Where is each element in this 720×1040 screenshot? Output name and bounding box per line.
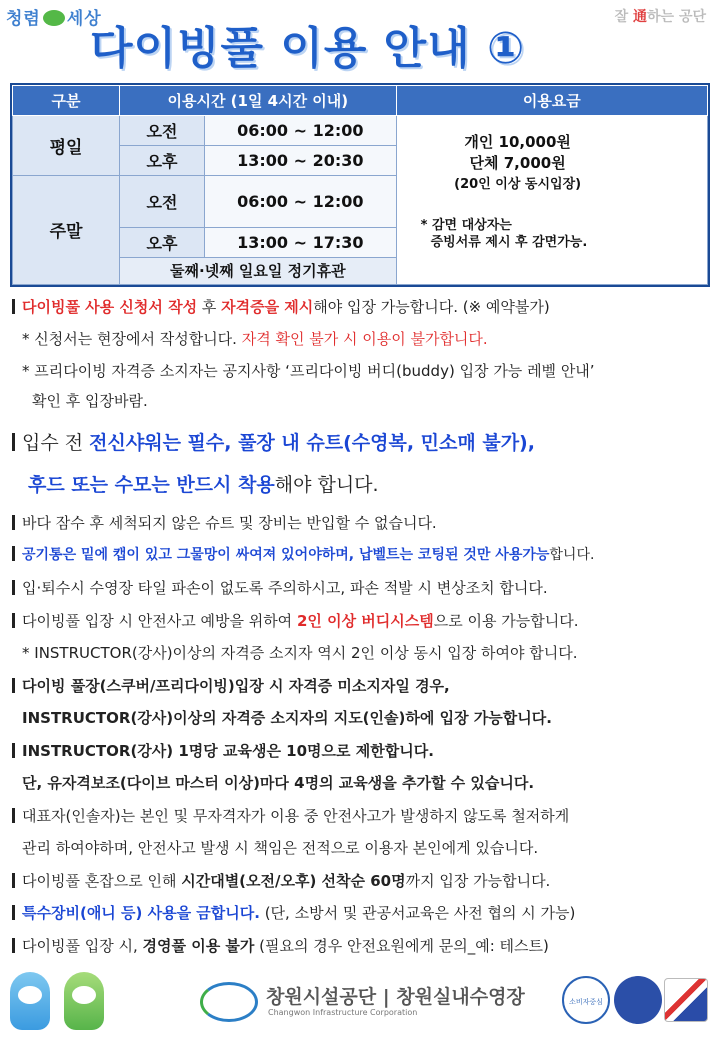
period-am: 오전 (120, 116, 205, 146)
fee-cell (396, 116, 707, 285)
page-footer (0, 968, 720, 1040)
brand-slogan-right: 세상 (66, 9, 102, 29)
list-item: 다이빙풀 혼잡으로 인해 시간대별(오전/오후) 선착순 60명까지 입장 가능합니다. (12, 870, 550, 891)
list-item: 다이빙풀 입장 시, 경영풀 이용 불가 (필요의 경우 안전요원에게 문의_예: 테스트) (12, 935, 549, 956)
list-item: * 신청서는 현장에서 작성합니다. 자격 확인 불가 시 이용이 불가합니다. (22, 330, 488, 348)
header-fee: 이용요금 (396, 86, 707, 116)
award-badge-icon (664, 978, 708, 1022)
bullet-bar-icon (12, 546, 15, 561)
list-item: 다이빙 풀장(스쿠버/프리다이빙)입장 시 자격증 미소지자일 경우, (12, 675, 450, 696)
time-range: 13:00 ~ 17:30 (205, 227, 397, 257)
header-time: 이용시간 (1일 4시간 이내) (120, 86, 397, 116)
bullet-bar-icon (12, 613, 15, 628)
group-weekend: 주말 (13, 175, 120, 284)
bullet-bar-icon (12, 743, 15, 758)
period-pm: 오후 (120, 145, 205, 175)
list-item: 다이빙풀 사용 신청서 작성 후 자격증을 제시해야 입장 가능합니다. (※ 예약불가) (12, 296, 550, 317)
list-item: 공기통은 밑에 캡이 있고 그물망이 싸여져 있어야하며, 납벨트는 코팅된 것만 사용가능합니다. (12, 544, 594, 564)
mascot-icon (10, 972, 50, 1030)
bullet-bar-icon (12, 938, 15, 953)
table-header-row (13, 86, 708, 116)
group-weekday: 평일 (13, 116, 120, 176)
list-item: * 프리다이빙 자격증 소지자는 공지사항 ‘프리다이빙 버디(buddy) 입장 가능 레벨 안내’ (22, 362, 595, 380)
bullet-bar-icon (12, 905, 15, 920)
bullet-bar-icon (12, 808, 15, 823)
header-category: 구분 (13, 86, 120, 116)
consumer-centered-badge-icon: 소비자중심 (562, 976, 610, 1024)
list-item: 대표자(인솔자)는 본인 및 무자격자가 이용 중 안전사고가 발생하지 않도록 철저하게 (12, 805, 569, 826)
list-item: 확인 후 입장바람. (32, 392, 148, 410)
bullet-bar-icon (12, 580, 15, 595)
holiday-notice: 둘째·넷째 일요일 정기휴관 (120, 257, 397, 284)
brand-slogan-left: 청렴 (6, 9, 41, 29)
bullet-bar-icon (12, 873, 15, 888)
page-header (0, 0, 720, 76)
list-item: 입·퇴수시 수영장 타일 파손이 없도록 주의하시고, 파손 적발 시 변상조치 합니다. (12, 577, 548, 598)
list-item: 바다 잠수 후 세척되지 않은 슈트 및 장비는 반입할 수 없습니다. (12, 512, 437, 533)
org-name: 창원시설공단 | 창원실내수영장 (266, 986, 525, 1008)
fee-group: 단체 7,000원 (469, 154, 566, 172)
list-item: 단, 유자격보조(다이브 마스터 이상)마다 4명의 교육생을 추가할 수 있습니다. (22, 774, 535, 792)
page-title: 다이빙풀 이용 안내 ① (90, 23, 526, 74)
list-item: 특수장비(애니 등) 사용을 금합니다. (단, 소방서 및 관공서교육은 사전 협의 시 가능) (12, 902, 575, 923)
bullet-bar-icon (12, 299, 15, 314)
time-range: 13:00 ~ 20:30 (205, 145, 397, 175)
bullet-bar-icon (12, 433, 15, 451)
schedule-table (10, 83, 710, 287)
time-range: 06:00 ~ 12:00 (205, 116, 397, 146)
time-range: 06:00 ~ 12:00 (205, 175, 397, 227)
list-item: 입수 전 전신샤워는 필수, 풀장 내 슈트(수영복, 민소매 불가), (12, 428, 535, 455)
brand-slogan (6, 4, 102, 29)
period-pm: 오후 (120, 227, 205, 257)
bullet-bar-icon (12, 515, 15, 530)
brand-dot-icon (43, 10, 65, 26)
fee-group-note: (20인 이상 동시입장) (454, 177, 582, 192)
list-item: 관리 하여야하며, 안전사고 발생 시 책임은 전적으로 이용자 본인에게 있습니다. (22, 839, 539, 857)
period-am: 오전 (120, 175, 205, 227)
list-item: 다이빙풀 입장 시 안전사고 예방을 위하여 2인 이상 버디시스템으로 이용 가능합니다. (12, 610, 578, 631)
list-item: INSTRUCTOR(강사)이상의 자격증 소지자의 지도(인솔)하에 입장 가능합니다. (22, 709, 552, 727)
fee-individual: 개인 10,000원 (464, 133, 571, 151)
bullet-bar-icon (12, 678, 15, 693)
certification-badge-icon (614, 976, 662, 1024)
list-item: 후드 또는 수모는 반드시 착용해야 합니다. (28, 474, 379, 496)
org-english-name: Changwon Infrastructure Corporation (268, 1008, 418, 1017)
list-item: INSTRUCTOR(강사) 1명당 교육생은 10명으로 제한합니다. (12, 740, 434, 761)
discount-note-1: * 감면 대상자는 (420, 218, 512, 233)
list-item: * INSTRUCTOR(강사)이상의 자격증 소지자 역시 2인 이상 동시 입장 하여야 합니다. (22, 644, 578, 662)
org-logo-icon (200, 982, 258, 1022)
discount-note-2: 증빙서류 제시 후 감면가능. (430, 235, 588, 250)
top-slogan: 잘 通하는 공단 (614, 9, 706, 25)
mascot-icon (64, 972, 104, 1030)
table-row (13, 116, 708, 146)
